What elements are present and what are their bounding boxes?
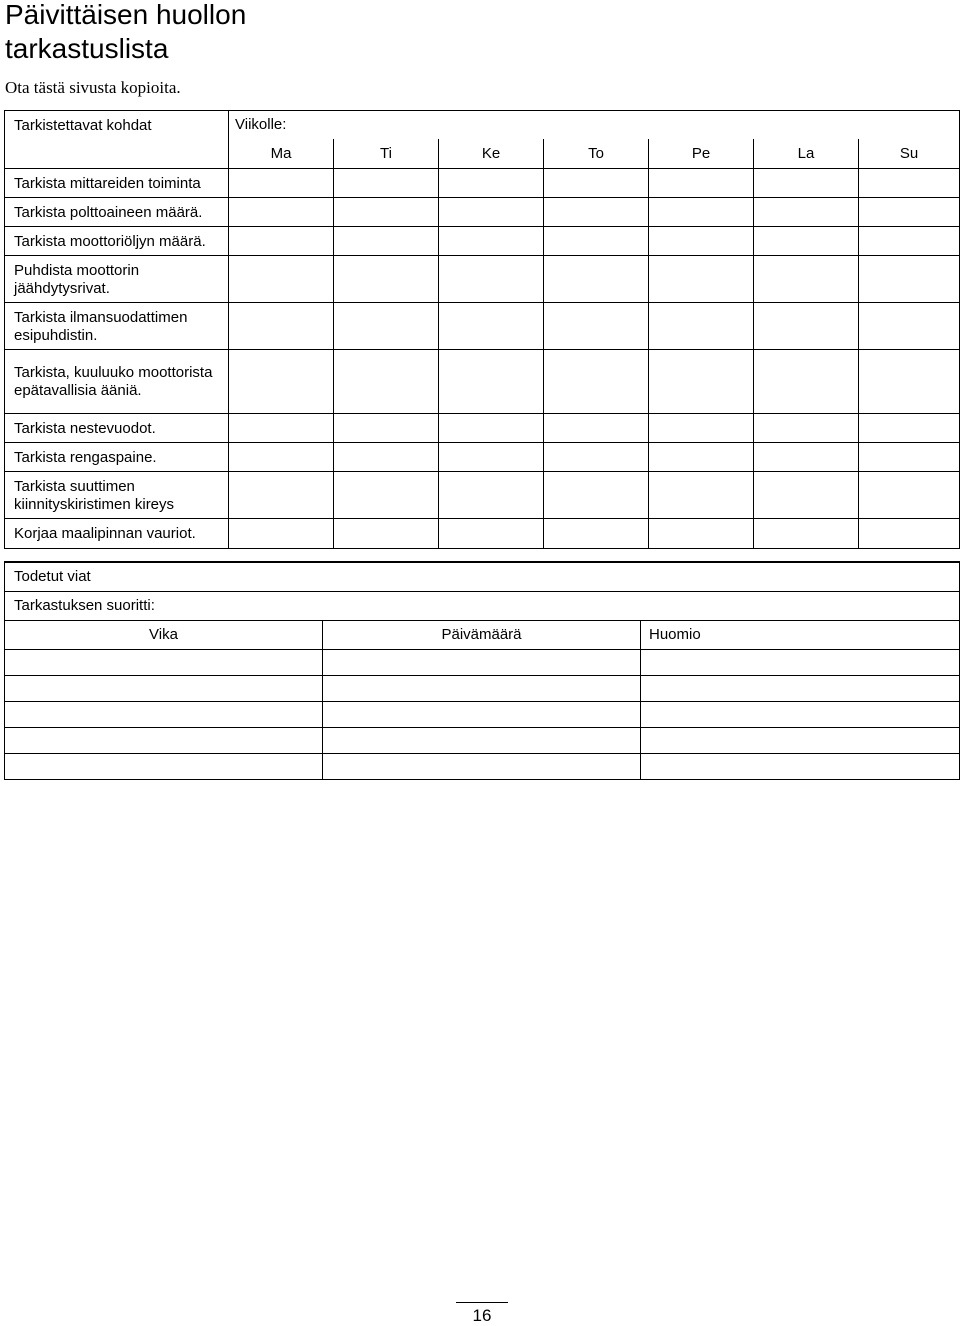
checklist-item-label: Korjaa maalipinnan vauriot. — [5, 519, 229, 549]
inspector-label: Tarkastuksen suoritti: — [5, 591, 960, 620]
check-cell[interactable] — [334, 256, 439, 303]
check-cell[interactable] — [544, 198, 649, 227]
fault-cell[interactable] — [5, 727, 323, 753]
checklist-item-label: Tarkista suuttimen kiinnityskiristimen kireys — [5, 472, 229, 519]
day-header-su: Su — [859, 139, 960, 169]
check-cell[interactable] — [649, 303, 754, 350]
fault-row — [5, 675, 960, 701]
check-cell[interactable] — [439, 350, 544, 414]
check-cell[interactable] — [334, 227, 439, 256]
check-cell[interactable] — [544, 350, 649, 414]
check-cell[interactable] — [859, 519, 960, 549]
fault-row — [5, 649, 960, 675]
day-header-to: To — [544, 139, 649, 169]
checklist-row — [5, 227, 960, 256]
checklist-row — [5, 198, 960, 227]
date-cell[interactable] — [323, 701, 641, 727]
items-column-header: Tarkistettavat kohdat — [5, 111, 229, 139]
date-cell[interactable] — [323, 649, 641, 675]
check-cell[interactable] — [439, 443, 544, 472]
check-cell[interactable] — [859, 303, 960, 350]
check-cell[interactable] — [334, 472, 439, 519]
check-cell[interactable] — [229, 443, 334, 472]
checklist-row — [5, 414, 960, 443]
check-cell[interactable] — [754, 256, 859, 303]
check-cell[interactable] — [649, 443, 754, 472]
check-cell[interactable] — [229, 303, 334, 350]
check-cell[interactable] — [229, 519, 334, 549]
day-header-ke: Ke — [439, 139, 544, 169]
check-cell[interactable] — [334, 414, 439, 443]
fault-row — [5, 727, 960, 753]
date-cell[interactable] — [323, 753, 641, 779]
check-cell[interactable] — [649, 256, 754, 303]
check-cell[interactable] — [439, 519, 544, 549]
fault-cell[interactable] — [5, 753, 323, 779]
check-cell[interactable] — [439, 414, 544, 443]
check-cell[interactable] — [229, 350, 334, 414]
checklist-item-label: Tarkista ilmansuodattimen esipuhdistin. — [5, 303, 229, 350]
checklist-row — [5, 256, 960, 303]
checklist-item-label: Tarkista nestevuodot. — [5, 414, 229, 443]
week-label: Viikolle: — [229, 111, 960, 139]
checklist-row — [5, 303, 960, 350]
checklist-item-label: Tarkista mittareiden toiminta — [5, 169, 229, 198]
note-cell[interactable] — [641, 727, 960, 753]
checklist-row — [5, 169, 960, 198]
check-cell[interactable] — [334, 198, 439, 227]
found-faults-label: Todetut viat — [5, 562, 960, 591]
check-cell[interactable] — [754, 414, 859, 443]
note-column-header: Huomio — [641, 620, 960, 649]
check-cell[interactable] — [649, 169, 754, 198]
check-cell[interactable] — [544, 169, 649, 198]
check-cell[interactable] — [859, 350, 960, 414]
check-cell[interactable] — [754, 350, 859, 414]
check-cell[interactable] — [229, 169, 334, 198]
checklist-row — [5, 472, 960, 519]
check-cell[interactable] — [649, 227, 754, 256]
page-number: 16 — [472, 1306, 492, 1325]
check-cell[interactable] — [439, 169, 544, 198]
check-cell[interactable] — [859, 414, 960, 443]
page-title-line-1: Päivittäisen huollon — [5, 0, 247, 30]
day-header-ti: Ti — [334, 139, 439, 169]
check-cell[interactable] — [754, 198, 859, 227]
check-cell[interactable] — [544, 414, 649, 443]
fault-cell[interactable] — [5, 675, 323, 701]
check-cell[interactable] — [544, 443, 649, 472]
check-cell[interactable] — [754, 303, 859, 350]
checklist-item-label: Puhdista moottorin jäähdytysrivat. — [5, 256, 229, 303]
check-cell[interactable] — [544, 303, 649, 350]
page-title — [5, 0, 246, 66]
check-cell[interactable] — [649, 198, 754, 227]
check-cell[interactable] — [859, 198, 960, 227]
checklist-row — [5, 350, 960, 414]
check-cell[interactable] — [754, 169, 859, 198]
page-subtitle: Ota tästä sivusta kopioita. — [5, 78, 181, 97]
check-cell[interactable] — [439, 256, 544, 303]
fault-row — [5, 753, 960, 779]
check-cell[interactable] — [649, 519, 754, 549]
check-cell[interactable] — [439, 198, 544, 227]
check-cell[interactable] — [649, 350, 754, 414]
note-cell[interactable] — [641, 701, 960, 727]
inspector-row — [5, 591, 960, 620]
check-cell[interactable] — [544, 227, 649, 256]
check-cell[interactable] — [544, 472, 649, 519]
check-cell[interactable] — [754, 472, 859, 519]
fault-row — [5, 701, 960, 727]
note-cell[interactable] — [641, 675, 960, 701]
checklist-row — [5, 443, 960, 472]
check-cell[interactable] — [334, 169, 439, 198]
check-cell[interactable] — [439, 472, 544, 519]
check-cell[interactable] — [334, 350, 439, 414]
checklist-item-label: Tarkista moottoriöljyn määrä. — [5, 227, 229, 256]
check-cell[interactable] — [649, 414, 754, 443]
checklist-header-row — [5, 111, 960, 139]
check-cell[interactable] — [439, 303, 544, 350]
faults-title-row — [5, 562, 960, 591]
check-cell[interactable] — [229, 198, 334, 227]
faults-table — [4, 561, 960, 780]
date-column-header: Päivämäärä — [323, 620, 641, 649]
check-cell[interactable] — [439, 227, 544, 256]
daily-checklist-table — [4, 110, 960, 549]
check-cell[interactable] — [649, 472, 754, 519]
fault-cell[interactable] — [5, 701, 323, 727]
check-cell[interactable] — [229, 414, 334, 443]
day-header-pe: Pe — [649, 139, 754, 169]
check-cell[interactable] — [754, 519, 859, 549]
checklist-item-label: Tarkista, kuuluuko moottorista epätavallisia ääniä. — [5, 350, 229, 414]
fault-cell[interactable] — [5, 649, 323, 675]
note-cell[interactable] — [641, 753, 960, 779]
check-cell[interactable] — [859, 472, 960, 519]
check-cell[interactable] — [859, 227, 960, 256]
page-title-line-2: tarkastuslista — [5, 33, 169, 64]
check-cell[interactable] — [859, 256, 960, 303]
check-cell[interactable] — [229, 472, 334, 519]
checklist-days-row — [5, 139, 960, 169]
check-cell[interactable] — [334, 519, 439, 549]
check-cell[interactable] — [229, 256, 334, 303]
items-column-header-spacer — [5, 139, 229, 169]
check-cell[interactable] — [334, 443, 439, 472]
day-header-ma: Ma — [229, 139, 334, 169]
checklist-item-label: Tarkista rengaspaine. — [5, 443, 229, 472]
date-cell[interactable] — [323, 675, 641, 701]
check-cell[interactable] — [859, 169, 960, 198]
note-cell[interactable] — [641, 649, 960, 675]
checklist-row — [5, 519, 960, 549]
check-cell[interactable] — [754, 443, 859, 472]
check-cell[interactable] — [334, 303, 439, 350]
check-cell[interactable] — [544, 256, 649, 303]
date-cell[interactable] — [323, 727, 641, 753]
check-cell[interactable] — [859, 443, 960, 472]
check-cell[interactable] — [544, 519, 649, 549]
day-header-la: La — [754, 139, 859, 169]
check-cell[interactable] — [229, 227, 334, 256]
faults-columns-row — [5, 620, 960, 649]
checklist-item-label: Tarkista polttoaineen määrä. — [5, 198, 229, 227]
fault-column-header: Vika — [5, 620, 323, 649]
check-cell[interactable] — [754, 227, 859, 256]
page-number-rule — [456, 1302, 508, 1303]
